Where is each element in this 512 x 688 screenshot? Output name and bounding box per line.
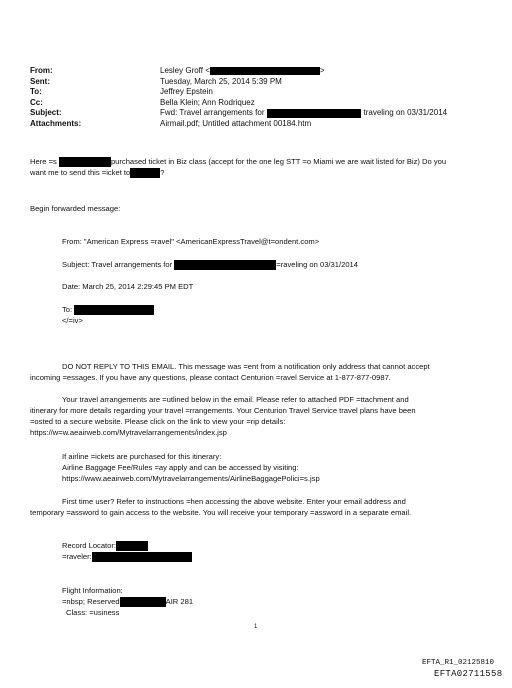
first-time-line-2: temporary =assword to gain access to the website. You will receive your temporary =assword in a separate email. xyxy=(30,508,412,517)
forward-heading: Begin forwarded message: xyxy=(30,204,121,213)
baggage-line-2: Airline Baggage Fee/Rules =ay apply and can be accessed by visiting: xyxy=(62,463,299,472)
arrangements-link[interactable]: https://w=w.aeairweb.com/Mytravelarrangements/index.jsp xyxy=(30,428,227,437)
attachments-label: Attachments: xyxy=(30,118,82,128)
redaction-box xyxy=(174,260,276,270)
flight-reserved xyxy=(62,597,193,607)
to-row xyxy=(30,87,500,98)
first-time-line-1: First time user? Refer to instructions =hen accessing the above website. Enter your email address and xyxy=(62,497,406,506)
notice-line-2: incoming =essages. If you have any questions, please contact Centurion =ravel Service at 1-877-877-0987. xyxy=(30,373,391,382)
intro-text-c: want me to send this =icket to xyxy=(30,168,131,177)
from-name: Lesley Groff < xyxy=(160,66,210,75)
record-locator-label: Record Locator: xyxy=(62,541,117,550)
cc-label: Cc: xyxy=(30,97,43,107)
arrangements-line-3: =osted to a secure website. Please click on the link to view your =rip details: xyxy=(30,417,286,426)
cc-value: Bella Klein; Ann Rodriquez xyxy=(160,97,255,107)
forwarded-subject-end: =raveling on 03/31/2014 xyxy=(276,260,358,269)
redaction-box xyxy=(74,305,154,315)
subject-text-end: traveling on 03/31/2014 xyxy=(363,108,448,118)
to-label: To: xyxy=(30,87,42,97)
from-label: From: xyxy=(30,66,53,75)
forwarded-date: Date: March 25, 2014 2:29:45 PM EDT xyxy=(62,282,194,291)
sent-label: Sent: xyxy=(30,76,50,86)
arrangements-line-2: itinerary for more details regarding your travel =rrangements. Your Centurion Travel Service travel plans have been xyxy=(30,406,416,415)
attachments-value: Airmail.pdf; Untitled attachment 00184.htm xyxy=(160,118,312,128)
record-locator xyxy=(62,541,148,551)
from-row xyxy=(30,66,500,77)
redaction-box xyxy=(130,168,160,178)
redaction-box xyxy=(210,67,320,75)
sent-row xyxy=(30,77,500,88)
div-tag-text: </=iv> xyxy=(62,316,83,325)
forwarded-to-label: To: xyxy=(62,305,73,314)
forwarded-to xyxy=(62,305,154,315)
intro-text-d: ? xyxy=(160,168,165,177)
arrangements-line-1: Your travel arrangements are =utlined below in the email. Please refer to attached PDF =ttachment and xyxy=(62,395,409,404)
subject-text-start: Fwd: Travel arrangements for xyxy=(160,108,265,118)
footer-id-2: EFTA02711558 xyxy=(434,669,503,679)
intro-text-b: purchased ticket in Biz class (accept for the one leg STT =o Miami we are wait listed for Biz) Do you xyxy=(110,157,447,166)
sent-value: Tuesday, March 25, 2014 5:39 PM xyxy=(160,76,282,86)
flight-reserved-label: =nbsp; Reserved xyxy=(62,597,120,606)
flight-class: Class: =usiness xyxy=(66,608,120,617)
redaction-box xyxy=(59,157,111,167)
redaction-box xyxy=(120,597,166,607)
footer-id-1: EFTA_R1_02125810 xyxy=(422,659,495,667)
email-header xyxy=(30,66,500,130)
from-bracket: > xyxy=(319,66,325,75)
flight-number: AIR 281 xyxy=(165,597,194,606)
subject-label: Subject: xyxy=(30,108,62,118)
to-value: Jeffrey Epstein xyxy=(160,87,213,97)
notice-line-1: DO NOT REPLY TO THIS EMAIL. This message was =ent from a notification only address that cannot accept xyxy=(62,362,430,371)
redaction-box xyxy=(92,552,192,562)
page-number: 1 xyxy=(254,624,258,630)
cc-row xyxy=(30,98,500,109)
attachments-row xyxy=(30,119,500,130)
intro-line-1 xyxy=(30,157,446,167)
traveler-label: =raveler: xyxy=(62,552,92,561)
from-value xyxy=(160,66,325,77)
subject-value xyxy=(160,108,447,119)
flight-heading: Flight Information: xyxy=(62,586,123,595)
forwarded-from: From: "American Express =ravel" <AmericanExpressTravel@t=ondent.com> xyxy=(62,237,320,246)
intro-text-a: Here =s xyxy=(30,157,57,166)
traveler xyxy=(62,552,192,562)
redaction-box xyxy=(116,541,148,551)
redaction-box xyxy=(267,109,361,118)
forwarded-subject xyxy=(62,260,358,270)
baggage-link[interactable]: https://www.aeairweb.com/Mytravelarrangements/AirlineBaggagePolici=s.jsp xyxy=(62,474,320,483)
baggage-line-1: If airline =ickets are purchased for this itinerary: xyxy=(62,452,222,461)
forwarded-subject-start: Subject: Travel arrangements for xyxy=(62,260,173,269)
subject-row xyxy=(30,108,500,119)
intro-line-2 xyxy=(30,168,164,178)
